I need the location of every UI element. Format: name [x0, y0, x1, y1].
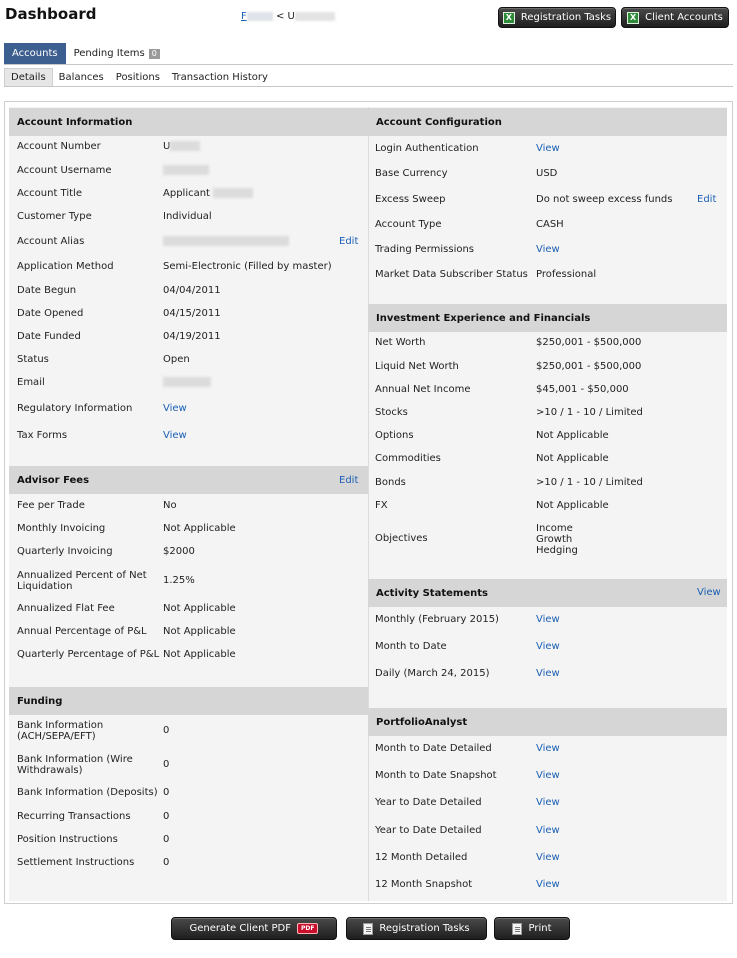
subtab-details[interactable]: Details: [4, 68, 53, 86]
date-opened-label: Date Opened: [17, 308, 84, 319]
redacted-text: [295, 12, 335, 21]
funding-row-label: Recurring Transactions: [17, 811, 131, 822]
investment-experience-header: Investment Experience and Financials: [368, 304, 727, 332]
login-authentication-label: Login Authentication: [375, 143, 479, 154]
account-title-label: Account Title: [17, 188, 82, 199]
fee-per-trade-value: No: [163, 500, 177, 511]
fx-label: FX: [375, 500, 388, 511]
funding-row-label: Bank Information (ACH/SEPA/EFT): [17, 720, 104, 742]
tab-pending-items[interactable]: [66, 43, 168, 64]
pdf-icon: PDF: [297, 923, 318, 934]
quarterly-percentage-pl-value: Not Applicable: [163, 649, 236, 660]
excess-sweep-value: Do not sweep excess funds: [536, 194, 673, 205]
redacted-text: [163, 236, 289, 246]
funding-row-value: 0: [163, 787, 170, 798]
generate-client-pdf-button[interactable]: [171, 917, 337, 940]
daily-statement-label: Daily (March 24, 2015): [375, 668, 490, 679]
annualized-percent-label: Annualized Percent of Net Liquidation: [17, 570, 147, 592]
trading-permissions-label: Trading Permissions: [375, 244, 475, 255]
account-username-label: Account Username: [17, 165, 112, 176]
objective-hedging: Hedging: [536, 545, 578, 556]
account-alias-value: [163, 236, 289, 247]
monthly-statement-view-link[interactable]: View: [536, 614, 560, 625]
subtab-balances[interactable]: Balances: [58, 71, 104, 83]
account-alias-label: Account Alias: [17, 236, 85, 247]
month-to-date-statement-label: Month to Date: [375, 641, 447, 652]
portfolio-row-label: Month to Date Detailed: [375, 743, 492, 754]
portfolio-row-label: 12 Month Snapshot: [375, 879, 473, 890]
options-value: Not Applicable: [536, 430, 609, 441]
objective-income: Income: [536, 523, 573, 534]
account-title-value: Applicant: [163, 188, 253, 199]
subtab-transaction-history[interactable]: Transaction History: [171, 71, 268, 83]
application-method-label: Application Method: [17, 261, 114, 272]
month-to-date-statement-view-link[interactable]: View: [536, 641, 560, 652]
market-data-status-label: Market Data Subscriber Status: [375, 269, 528, 280]
market-data-status-value: Professional: [536, 269, 597, 280]
print-button[interactable]: [494, 917, 570, 940]
redacted-text: [170, 141, 200, 151]
net-worth-label: Net Worth: [375, 337, 426, 348]
date-funded-value: 04/19/2011: [163, 331, 221, 342]
portfolio-row-view-link[interactable]: View: [536, 770, 560, 781]
portfolio-row-view-link[interactable]: View: [536, 743, 560, 754]
account-type-value: CASH: [536, 219, 564, 230]
quarterly-percentage-pl-label: Quarterly Percentage of P&L: [17, 649, 160, 660]
base-currency-label: Base Currency: [375, 168, 448, 179]
quarterly-invoicing-value: $2000: [163, 546, 195, 557]
date-funded-label: Date Funded: [17, 331, 81, 342]
page-title: Dashboard: [5, 5, 97, 23]
annual-percentage-pl-value: Not Applicable: [163, 626, 236, 637]
button-label: Client Accounts: [645, 12, 723, 23]
button-label: Print: [528, 923, 552, 934]
subtab-positions[interactable]: Positions: [115, 71, 160, 83]
annualized-flat-fee-label: Annualized Flat Fee: [17, 603, 115, 614]
tax-forms-view-link[interactable]: View: [163, 430, 187, 441]
portfolio-row-view-link[interactable]: View: [536, 825, 560, 836]
customer-type-value: Individual: [163, 211, 212, 222]
email-value: [163, 377, 211, 388]
regulatory-information-label: Regulatory Information: [17, 403, 133, 414]
account-username-value: [163, 165, 209, 176]
button-label: Registration Tasks: [520, 12, 612, 23]
redacted-text: [163, 377, 211, 387]
annual-net-income-value: $45,001 - $50,000: [536, 384, 629, 395]
funding-header: Funding: [9, 687, 368, 715]
objectives-label: Objectives: [375, 533, 428, 544]
main-tabs: [4, 43, 168, 64]
funding-row-label: Bank Information (Deposits): [17, 787, 158, 798]
redacted-text: [247, 12, 273, 21]
footer-registration-tasks-button[interactable]: [346, 917, 487, 940]
breadcrumb: [241, 11, 335, 22]
quarterly-invoicing-label: Quarterly Invoicing: [17, 546, 113, 557]
monthly-invoicing-label: Monthly Invoicing: [17, 523, 106, 534]
pending-count-badge: 0: [149, 49, 160, 59]
bonds-value: >10 / 1 - 10 / Limited: [536, 477, 643, 488]
date-opened-value: 04/15/2011: [163, 308, 221, 319]
button-label: Registration Tasks: [379, 923, 470, 934]
tab-accounts[interactable]: [4, 43, 66, 64]
excess-sweep-label: Excess Sweep: [375, 194, 446, 205]
tab-label: Pending Items: [73, 48, 145, 59]
annual-percentage-pl-label: Annual Percentage of P&L: [17, 626, 147, 637]
funding-row-label: Position Instructions: [17, 834, 118, 845]
client-accounts-button[interactable]: [621, 7, 729, 28]
funding-row-label: Bank Information (Wire Withdrawals): [17, 754, 133, 776]
net-worth-value: $250,001 - $500,000: [536, 337, 642, 348]
regulatory-information-view-link[interactable]: View: [163, 403, 187, 414]
monthly-invoicing-value: Not Applicable: [163, 523, 236, 534]
redacted-text: [163, 165, 209, 175]
annualized-percent-value: 1.25%: [163, 575, 195, 586]
annualized-flat-fee-value: Not Applicable: [163, 603, 236, 614]
redacted-text: [213, 188, 253, 198]
status-label: Status: [17, 354, 49, 365]
breadcrumb-account: U: [288, 11, 335, 22]
application-method-value: Semi-Electronic (Filled by master): [163, 261, 332, 272]
portfolio-analyst-header: PortfolioAnalyst: [368, 708, 727, 736]
tab-label: Accounts: [12, 48, 58, 59]
options-label: Options: [375, 430, 414, 441]
commodities-label: Commodities: [375, 453, 441, 464]
account-information-header: Account Information: [9, 108, 368, 136]
date-begun-label: Date Begun: [17, 285, 77, 296]
activity-statements-view-link[interactable]: View: [697, 587, 721, 598]
funding-row-value: 0: [163, 834, 170, 845]
daily-statement-view-link[interactable]: View: [536, 668, 560, 679]
fee-per-trade-label: Fee per Trade: [17, 500, 85, 511]
account-number-label: Account Number: [17, 141, 101, 152]
fx-value: Not Applicable: [536, 500, 609, 511]
advisor-fees-header: Advisor Fees: [9, 466, 368, 494]
sub-tabs: [4, 68, 274, 86]
monthly-statement-label: Monthly (February 2015): [375, 614, 499, 625]
portfolio-row-view-link[interactable]: View: [536, 879, 560, 890]
funding-row-value: 0: [163, 725, 170, 736]
date-begun-value: 04/04/2011: [163, 285, 221, 296]
account-configuration-header: Account Configuration: [368, 108, 727, 136]
activity-statements-header: Activity Statements: [368, 579, 727, 607]
excel-icon: X: [627, 12, 639, 24]
portfolio-row-label: Year to Date Detailed: [375, 797, 482, 808]
print-icon: [512, 923, 522, 935]
portfolio-row-view-link[interactable]: View: [536, 797, 560, 808]
email-label: Email: [17, 377, 45, 388]
advisor-fees-edit-link[interactable]: Edit: [339, 475, 359, 486]
portfolio-row-label: Month to Date Snapshot: [375, 770, 497, 781]
divider: [4, 64, 733, 65]
trading-permissions-view-link[interactable]: View: [536, 244, 560, 255]
portfolio-row-label: 12 Month Detailed: [375, 852, 468, 863]
funding-row-value: 0: [163, 759, 170, 770]
liquid-net-worth-label: Liquid Net Worth: [375, 361, 459, 372]
stocks-label: Stocks: [375, 407, 408, 418]
breadcrumb-link[interactable]: F: [241, 11, 273, 22]
login-authentication-view-link[interactable]: View: [536, 143, 560, 154]
objective-growth: Growth: [536, 534, 573, 545]
portfolio-row-label: Year to Date Detailed: [375, 825, 482, 836]
commodities-value: Not Applicable: [536, 453, 609, 464]
liquid-net-worth-value: $250,001 - $500,000: [536, 361, 642, 372]
breadcrumb-separator: <: [275, 11, 285, 22]
bonds-label: Bonds: [375, 477, 406, 488]
customer-type-label: Customer Type: [17, 211, 92, 222]
registration-tasks-button[interactable]: [498, 7, 616, 28]
account-type-label: Account Type: [375, 219, 442, 230]
stocks-value: >10 / 1 - 10 / Limited: [536, 407, 643, 418]
base-currency-value: USD: [536, 168, 558, 179]
annual-net-income-label: Annual Net Income: [375, 384, 471, 395]
divider: [4, 86, 733, 87]
account-number-value: U: [163, 141, 200, 152]
funding-row-label: Settlement Instructions: [17, 857, 135, 868]
portfolio-row-view-link[interactable]: View: [536, 852, 560, 863]
excel-icon: X: [503, 12, 515, 24]
button-label: Generate Client PDF: [189, 923, 291, 934]
excess-sweep-edit-link[interactable]: Edit: [697, 194, 717, 205]
document-icon: [363, 923, 373, 935]
funding-row-value: 0: [163, 811, 170, 822]
status-value: Open: [163, 354, 190, 365]
tax-forms-label: Tax Forms: [17, 430, 68, 441]
account-alias-edit-link[interactable]: Edit: [339, 236, 359, 247]
funding-row-value: 0: [163, 857, 170, 868]
